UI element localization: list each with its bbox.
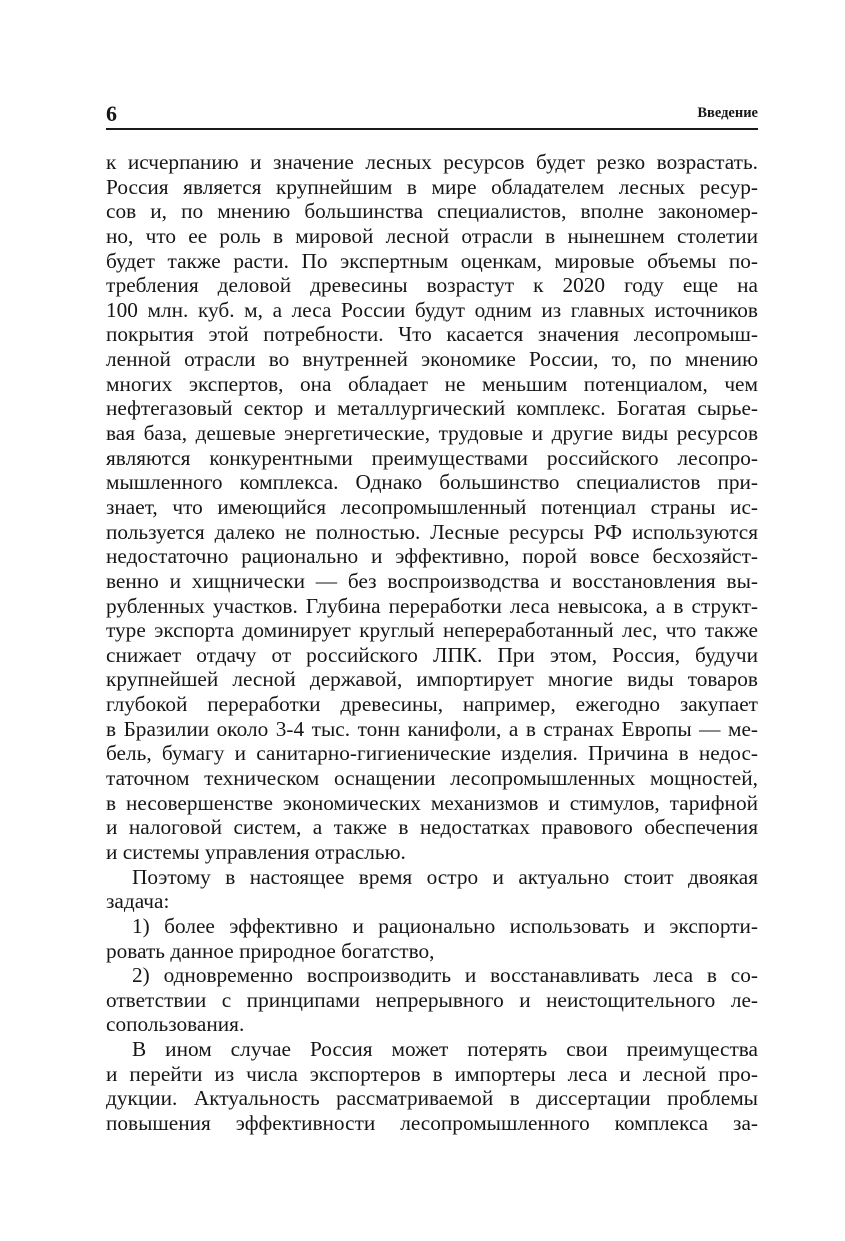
text-line: мышленного комплекса. Однако большинство специалистов при- bbox=[106, 470, 758, 495]
text-line: в Бразилии около 3-4 тыс. тонн канифоли, а в странах Европы — ме- bbox=[106, 716, 758, 741]
text-line: В ином случае Россия может потерять свои преимущества bbox=[132, 1037, 758, 1062]
text-line: сов и, по мнению большинства специалистов, вполне закономер- bbox=[106, 199, 758, 224]
text-line: 1) более эффективно и рационально использовать и экспорти- bbox=[132, 913, 758, 938]
text-line: но, что ее роль в мировой лесной отрасли в нынешнем столетии bbox=[106, 223, 758, 248]
text-line: недостаточно рационально и эффективно, порой вовсе бесхозяйст- bbox=[106, 544, 758, 569]
text-line: сопользования. bbox=[106, 1012, 245, 1037]
text-line: снижает отдачу от российского ЛПК. При этом, Россия, будучи bbox=[106, 642, 758, 667]
text-line: являются конкурентными преимуществами российского лесопро- bbox=[106, 445, 758, 470]
text-line: туре экспорта доминирует круглый непереработанный лес, что также bbox=[106, 618, 758, 643]
page-header bbox=[106, 96, 758, 130]
text-line: ленной отрасли во внутренней экономике России, то, по мнению bbox=[106, 347, 758, 372]
text-line: крупнейшей лесной державой, импортирует многие виды товаров bbox=[106, 667, 758, 692]
text-line: бель, бумагу и санитарно-гигиенические изделия. Причина в недос- bbox=[106, 741, 758, 766]
text-line: требления деловой древесины возрастут к 2020 году еще на bbox=[106, 273, 758, 298]
text-line: ответствии с принципами непрерывного и неистощительного ле- bbox=[106, 987, 758, 1012]
body-text bbox=[106, 150, 758, 1136]
text-line: глубокой переработки древесины, например, ежегодно закупает bbox=[106, 692, 758, 717]
text-line: рубленных участков. Глубина переработки леса невысока, а в структ- bbox=[106, 593, 758, 618]
text-line: к исчерпанию и значение лесных ресурсов будет резко возрастать. bbox=[106, 150, 758, 174]
text-line: будет также расти. По экспертным оценкам, мировые объемы по- bbox=[106, 248, 758, 273]
text-line: Поэтому в настоящее время остро и актуально стоит двоякая bbox=[132, 864, 758, 889]
text-line: покрытия этой потребности. Что касается значения лесопромыш- bbox=[106, 322, 758, 347]
text-line: вая база, дешевые энергетические, трудовые и другие виды ресурсов bbox=[106, 421, 758, 446]
text-line: задача: bbox=[106, 889, 170, 914]
text-line: пользуется далеко не полностью. Лесные ресурсы РФ используются bbox=[106, 519, 758, 544]
text-line: венно и хищнически — без воспроизводства и восстановления вы- bbox=[106, 568, 758, 593]
running-title: Введение bbox=[697, 105, 758, 121]
text-line: знает, что имеющийся лесопромышленный потенциал страны ис- bbox=[106, 494, 758, 519]
text-line: 2) одновременно воспроизводить и восстанавливать леса в со- bbox=[132, 963, 758, 988]
text-line: нефтегазовый сектор и металлургический комплекс. Богатая сырье- bbox=[106, 396, 758, 421]
text-line: многих экспертов, она обладает не меньшим потенциалом, чем bbox=[106, 371, 758, 396]
text-line: ровать данное природное богатство, bbox=[106, 938, 435, 963]
text-line: таточном техническом оснащении лесопромышленных мощностей, bbox=[106, 766, 758, 791]
text-line: повышения эффективности лесопромышленного комплекса за- bbox=[106, 1110, 758, 1135]
page-number: 6 bbox=[106, 101, 117, 126]
text-line: дукции. Актуальность рассматриваемой в диссертации проблемы bbox=[106, 1086, 758, 1111]
text-line: и системы управления отраслью. bbox=[106, 839, 406, 864]
text-line: в несовершенстве экономических механизмов и стимулов, тарифной bbox=[106, 790, 758, 815]
text-line: и перейти из числа экспортеров в импортеры леса и лесной про- bbox=[106, 1061, 758, 1086]
text-line: 100 млн. куб. м, а леса России будут одним из главных источников bbox=[106, 297, 758, 322]
text-line: Россия является крупнейшим в мире обладателем лесных ресур- bbox=[106, 174, 758, 199]
text-line: и налоговой систем, а также в недостатках правового обеспечения bbox=[106, 815, 758, 840]
